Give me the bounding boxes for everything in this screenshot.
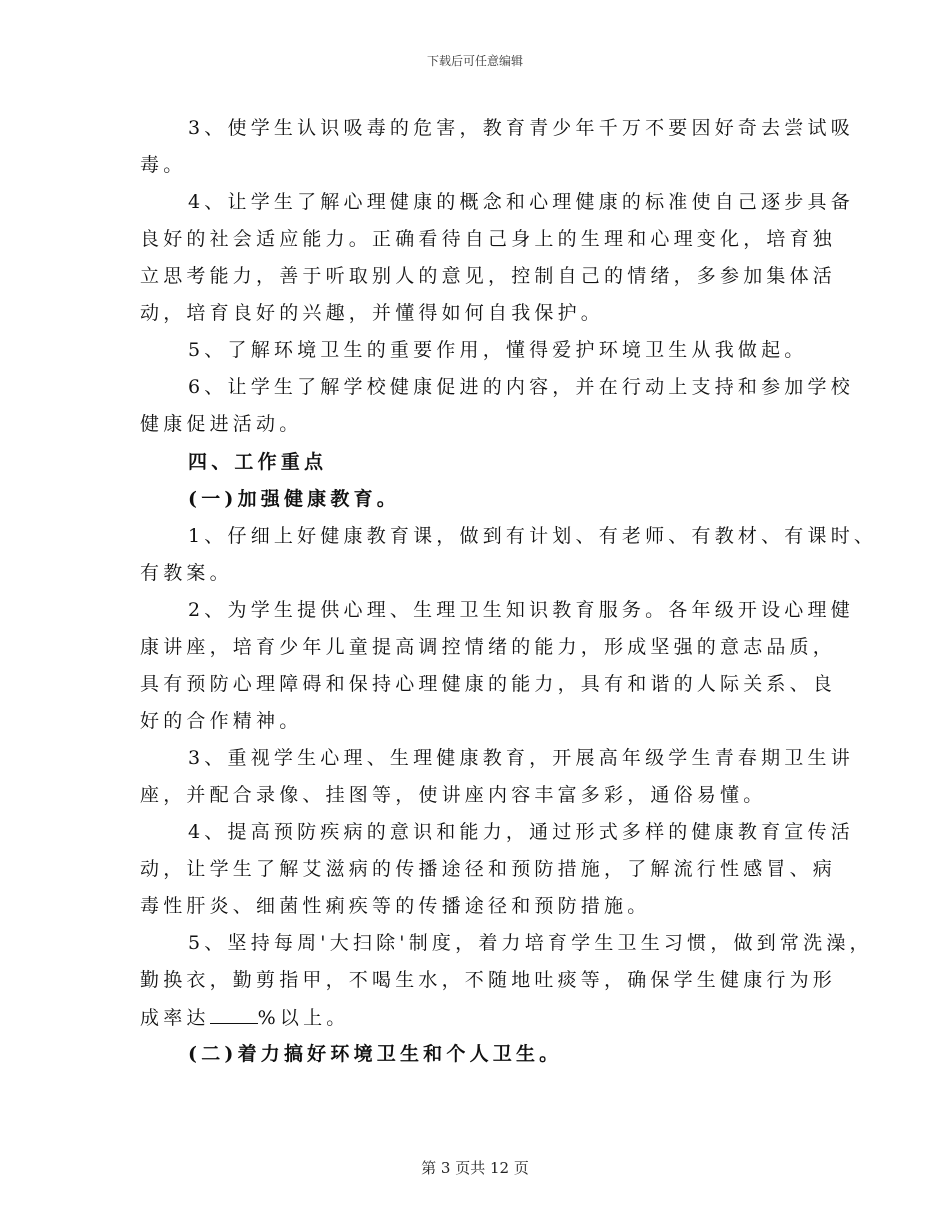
paragraph-line: 具有预防心理障碍和保持心理健康的能力，具有和谐的人际关系、良	[140, 673, 837, 695]
paragraph-line: 勤换衣，勤剪指甲，不喝生水，不随地吐痰等，确保学生健康行为形	[140, 969, 837, 991]
paragraph-line: 健康促进活动。	[140, 413, 303, 435]
paragraph-line: 4、让学生了解心理健康的概念和心理健康的标准使自己逐步具备	[188, 191, 854, 213]
paragraph-text: 成率达	[140, 1007, 210, 1029]
paragraph-line: 毒性肝炎、细菌性痢疾等的传播途径和预防措施。	[140, 895, 651, 917]
page-footer: 第 3 页共 12 页	[421, 1159, 529, 1177]
paragraph-line: 良好的社会适应能力。正确看待自己身上的生理和心理变化，培育独	[140, 228, 837, 250]
paragraph-line: 5、了解环境卫生的重要作用，懂得爱护环境卫生从我做起。	[188, 339, 808, 361]
subsection-heading: (二)着力搞好环境卫生和个人卫生。	[188, 1043, 563, 1065]
paragraph-line: 立思考能力，善于听取别人的意见，控制自己的情绪，多参加集体活	[140, 265, 837, 287]
section-heading: 四、工作重点	[188, 451, 328, 473]
paragraph-line: 3、重视学生心理、生理健康教育，开展高年级学生青春期卫生讲	[188, 747, 854, 769]
paragraph-line: 1、仔细上好健康教育课，做到有计划、有老师、有教材、有课时、	[188, 525, 878, 547]
paragraph-line: 好的合作精神。	[140, 710, 303, 732]
paragraph-line	[140, 1005, 349, 1030]
paragraph-line: 有教案。	[140, 562, 233, 584]
paragraph-line: 5、坚持每周'大扫除'制度，着力培育学生卫生习惯，做到常洗澡，	[188, 932, 873, 954]
paragraph-line: 座，并配合录像、挂图等，使讲座内容丰富多彩，通俗易懂。	[140, 784, 767, 806]
paragraph-line: 动，让学生了解艾滋病的传播途径和预防措施，了解流行性感冒、病	[140, 858, 837, 880]
page-header: 下载后可任意编辑	[426, 54, 523, 68]
paragraph-text: %以上。	[257, 1007, 350, 1029]
paragraph-line: 4、提高预防疾病的意识和能力，通过形式多样的健康教育宣传活	[188, 821, 854, 843]
subsection-heading: (一)加强健康教育。	[188, 488, 400, 510]
fill-in-blank	[210, 1005, 258, 1024]
paragraph-line: 毒。	[140, 154, 187, 176]
paragraph-line: 3、使学生认识吸毒的危害，教育青少年千万不要因好奇去尝试吸	[188, 117, 854, 139]
paragraph-line: 6、让学生了解学校健康促进的内容，并在行动上支持和参加学校	[188, 376, 854, 398]
paragraph-line: 动，培育良好的兴趣，并懂得如何自我保护。	[140, 302, 605, 324]
paragraph-line: 康讲座，培育少年儿童提高调控情绪的能力，形成坚强的意志品质，	[140, 636, 837, 658]
paragraph-line: 2、为学生提供心理、生理卫生知识教育服务。各年级开设心理健	[188, 599, 854, 621]
